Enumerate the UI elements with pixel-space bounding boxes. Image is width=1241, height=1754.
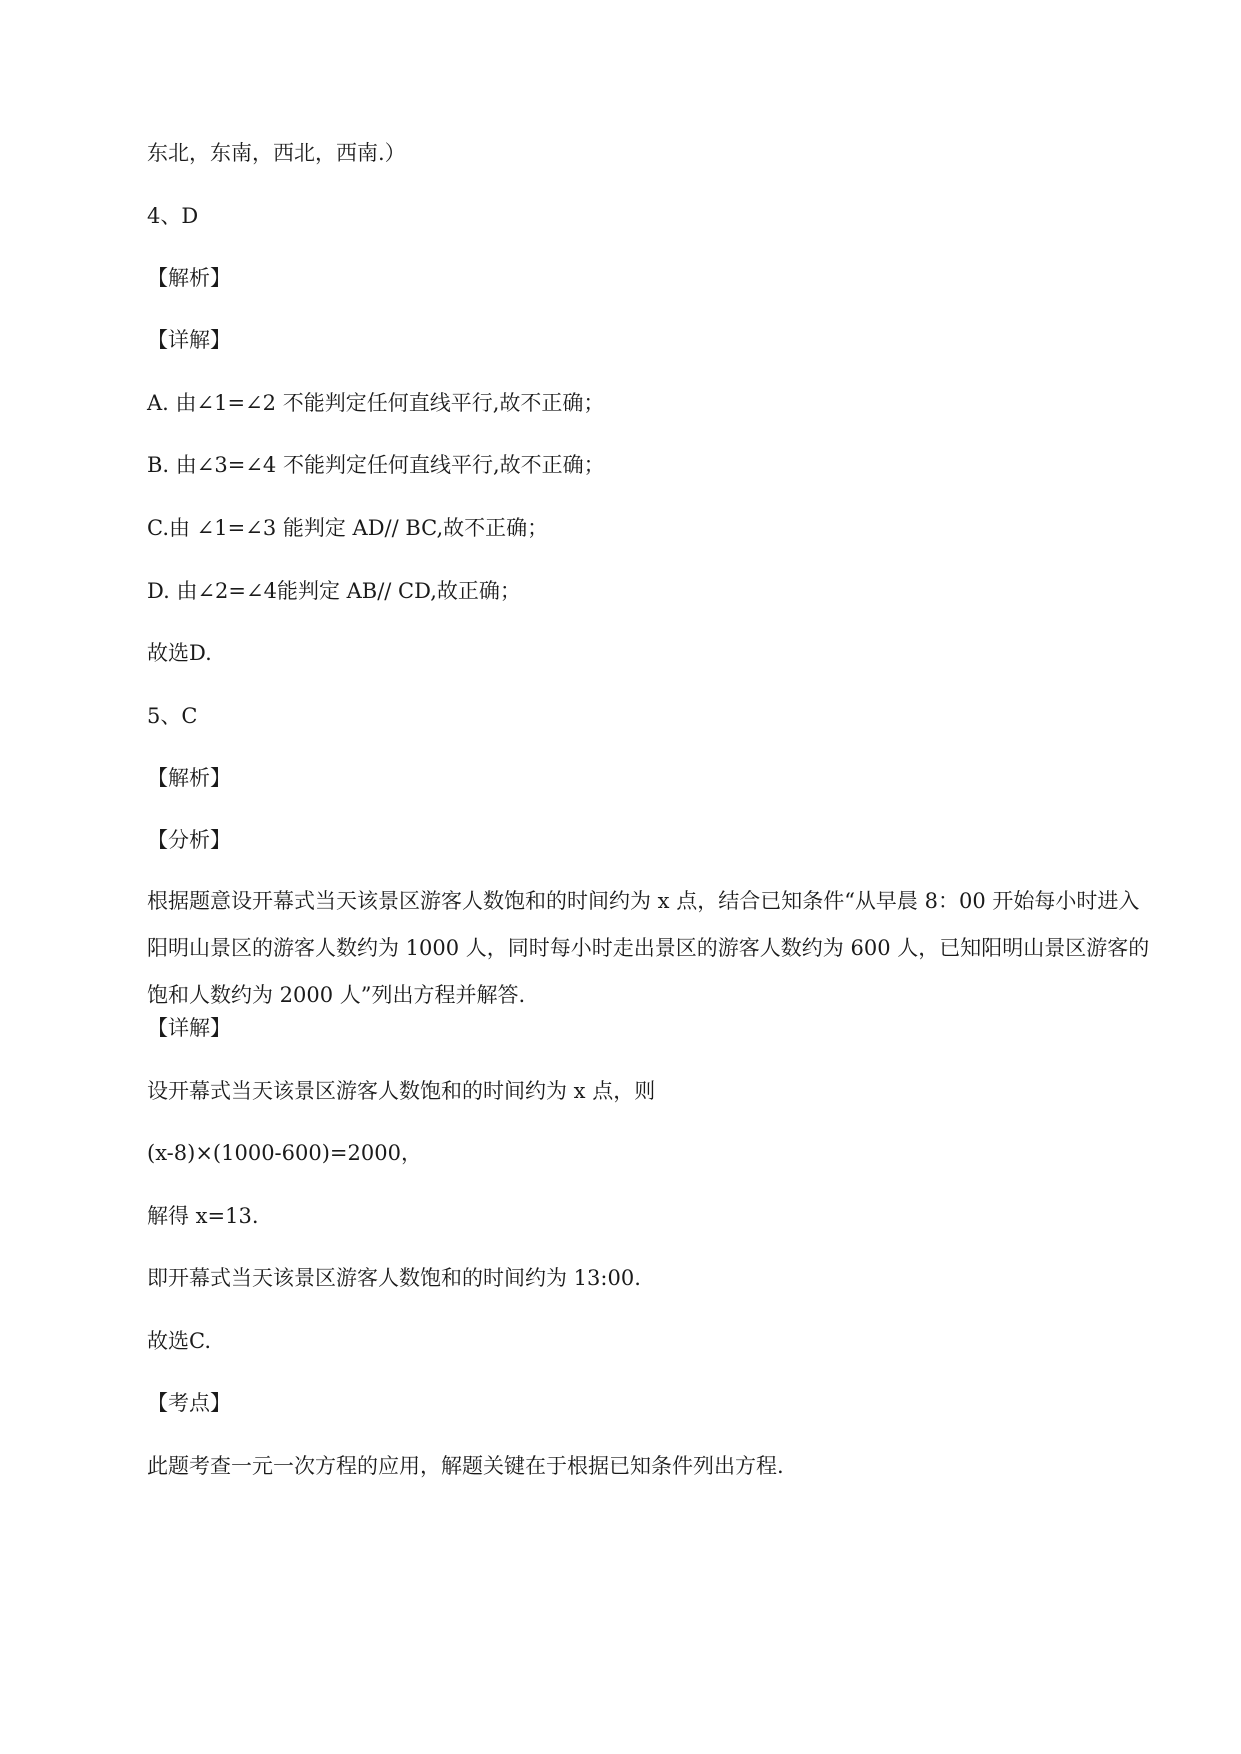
option-c-reasoning: C.由 ∠1=∠3 能判定 AD// BC,故不正确；: [147, 516, 549, 540]
section-jiexi-5: 【解析】: [147, 766, 231, 790]
solution-equation: (x-8)×(1000-600)=2000，: [147, 1141, 422, 1165]
solution-setup: 设开幕式当天该景区游客人数饱和的时间约为 x 点，则: [147, 1079, 656, 1103]
option-b-reasoning: B. 由∠3=∠4 不能判定任何直线平行,故不正确；: [147, 453, 605, 477]
section-xiangjie-5: 【详解】: [147, 1016, 231, 1040]
answer-5-heading: 5、C: [147, 704, 198, 728]
solution-interpretation: 即开幕式当天该景区游客人数饱和的时间约为 13:00.: [147, 1266, 641, 1290]
option-a-reasoning: A. 由∠1=∠2 不能判定任何直线平行,故不正确；: [147, 391, 605, 415]
conclusion-4: 故选D.: [147, 641, 212, 665]
option-d-reasoning: D. 由∠2=∠4能判定 AB// CD,故正确；: [147, 579, 521, 603]
solution-result: 解得 x=13.: [147, 1204, 259, 1228]
conclusion-5: 故选C.: [147, 1329, 211, 1353]
answer-4-heading: 4、D: [147, 204, 199, 228]
text-line-directions: 东北，东南，西北，西南.）: [147, 141, 406, 165]
topic-summary: 此题考查一元一次方程的应用，解题关键在于根据已知条件列出方程.: [147, 1454, 784, 1478]
analysis-paragraph: 根据题意设开幕式当天该景区游客人数饱和的时间约为 x 点，结合已知条件“从早晨 8：00 开始每小时进入阳明山景区的游客人数约为 1000 人，同时每小时走出景区的游客人数约为 600 人，已知阳明山景区游客的饱和人数约为 2000 人”列出方程并解答.: [147, 889, 1150, 1007]
section-xiangjie-4: 【详解】: [147, 328, 231, 352]
section-fenxi-5: 【分析】: [147, 828, 231, 852]
section-jiexi-4: 【解析】: [147, 266, 231, 290]
section-kaodian: 【考点】: [147, 1391, 231, 1415]
